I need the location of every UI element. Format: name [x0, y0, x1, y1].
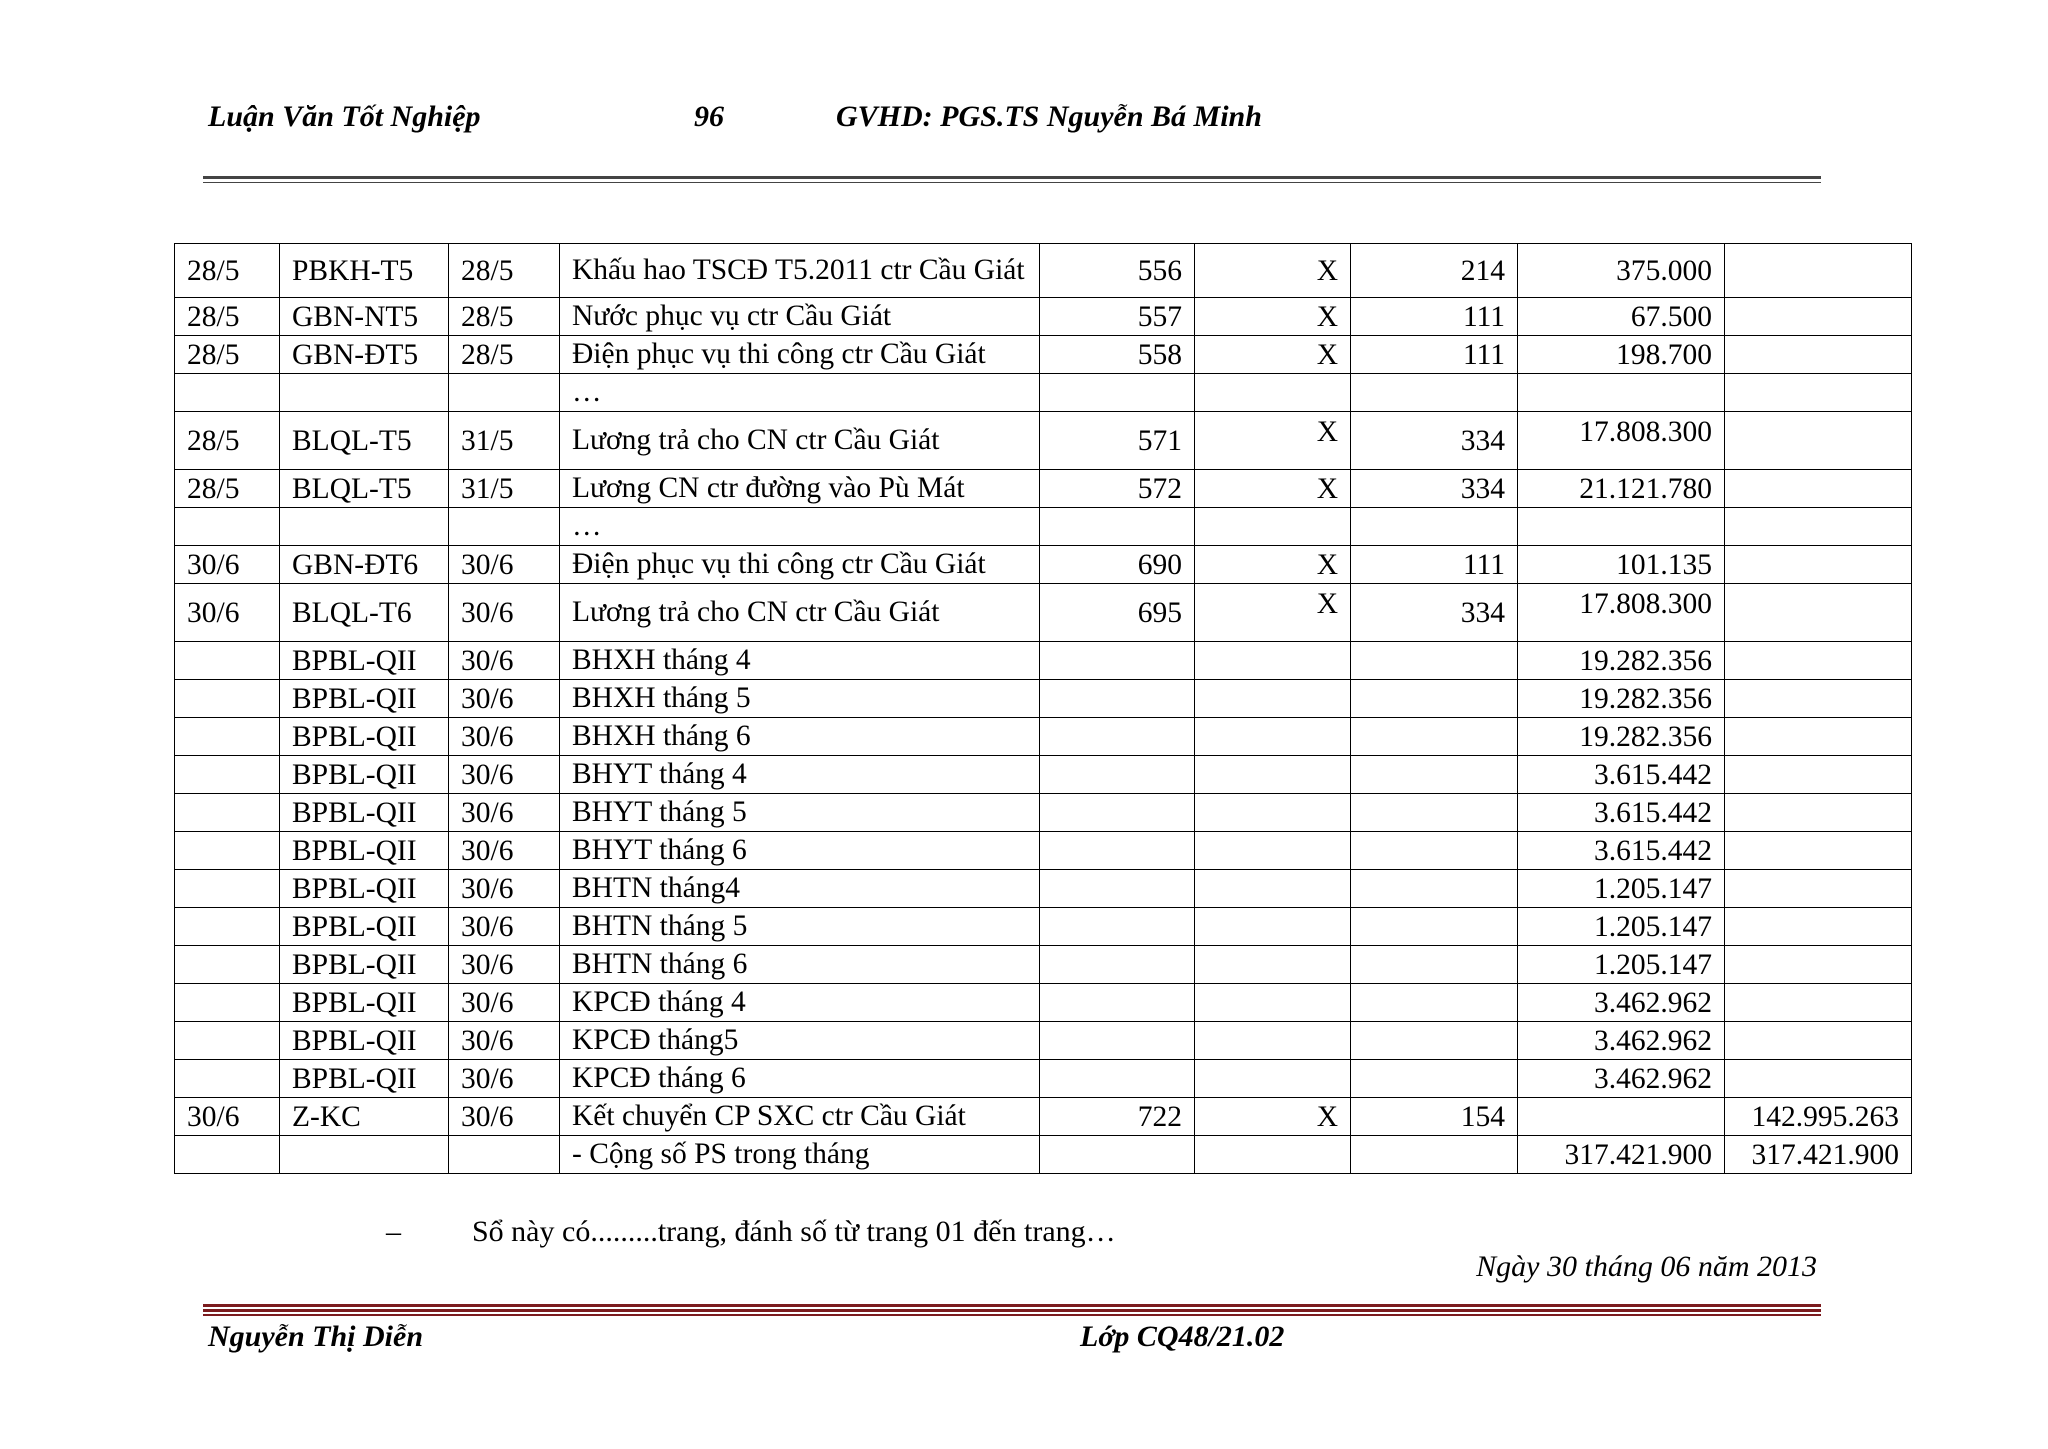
credit-amount-cell: [1725, 756, 1912, 794]
line-number-cell: [1040, 374, 1195, 412]
ledger-row: [175, 908, 1912, 946]
ledger-row: [175, 1098, 1912, 1136]
line-number-cell: [1040, 680, 1195, 718]
entry-date-cell: [175, 508, 280, 546]
posted-mark-cell: X: [1195, 336, 1351, 374]
ledger-row: [175, 412, 1912, 470]
contra-account-cell: [1351, 984, 1518, 1022]
debit-amount-cell: 375.000: [1518, 244, 1725, 298]
voucher-date-cell: [449, 1136, 560, 1174]
voucher-number-cell: [280, 374, 449, 412]
description-cell: …: [560, 508, 1040, 546]
line-number-cell: 695: [1040, 584, 1195, 642]
entry-date-cell: [175, 1136, 280, 1174]
description-cell: BHXH tháng 5: [560, 680, 1040, 718]
ledger-row: [175, 984, 1912, 1022]
voucher-date-cell: 30/6: [449, 832, 560, 870]
line-number-cell: [1040, 1060, 1195, 1098]
debit-amount-cell: 17.808.300: [1518, 584, 1725, 642]
posted-mark-cell: X: [1195, 298, 1351, 336]
contra-account-cell: [1351, 374, 1518, 412]
voucher-date-cell: 28/5: [449, 244, 560, 298]
credit-amount-cell: [1725, 718, 1912, 756]
entry-date-cell: 30/6: [175, 584, 280, 642]
voucher-number-cell: BLQL-T5: [280, 412, 449, 470]
posted-mark-cell: [1195, 680, 1351, 718]
ledger-row: [175, 718, 1912, 756]
voucher-number-cell: BPBL-QII: [280, 718, 449, 756]
entry-date-cell: 28/5: [175, 336, 280, 374]
debit-amount-cell: 198.700: [1518, 336, 1725, 374]
debit-amount-cell: 17.808.300: [1518, 412, 1725, 470]
line-number-cell: [1040, 870, 1195, 908]
line-number-cell: 571: [1040, 412, 1195, 470]
header-supervisor: GVHD: PGS.TS Nguyễn Bá Minh: [836, 100, 1262, 133]
voucher-number-cell: Z-KC: [280, 1098, 449, 1136]
entry-date-cell: [175, 794, 280, 832]
voucher-number-cell: GBN-ĐT6: [280, 546, 449, 584]
line-number-cell: [1040, 946, 1195, 984]
debit-amount-cell: 3.615.442: [1518, 832, 1725, 870]
voucher-date-cell: 30/6: [449, 870, 560, 908]
header-rule: [203, 176, 1821, 183]
contra-account-cell: 111: [1351, 336, 1518, 374]
voucher-number-cell: GBN-NT5: [280, 298, 449, 336]
debit-amount-cell: 3.462.962: [1518, 984, 1725, 1022]
voucher-number-cell: BPBL-QII: [280, 984, 449, 1022]
line-number-cell: [1040, 756, 1195, 794]
contra-account-cell: [1351, 794, 1518, 832]
ledger-row: [175, 794, 1912, 832]
credit-amount-cell: [1725, 984, 1912, 1022]
voucher-number-cell: BPBL-QII: [280, 832, 449, 870]
entry-date-cell: 30/6: [175, 546, 280, 584]
voucher-date-cell: 30/6: [449, 718, 560, 756]
contra-account-cell: [1351, 680, 1518, 718]
entry-date-cell: [175, 832, 280, 870]
credit-amount-cell: [1725, 470, 1912, 508]
credit-amount-cell: [1725, 584, 1912, 642]
posted-mark-cell: [1195, 1060, 1351, 1098]
description-cell: Điện phục vụ thi công ctr Cầu Giát: [560, 546, 1040, 584]
posted-mark-cell: [1195, 870, 1351, 908]
entry-date-cell: 28/5: [175, 244, 280, 298]
debit-amount-cell: 3.462.962: [1518, 1022, 1725, 1060]
credit-amount-cell: [1725, 546, 1912, 584]
entry-date-cell: [175, 718, 280, 756]
voucher-number-cell: BPBL-QII: [280, 756, 449, 794]
posted-mark-cell: [1195, 946, 1351, 984]
posted-mark-cell: X: [1195, 244, 1351, 298]
voucher-number-cell: BPBL-QII: [280, 946, 449, 984]
debit-amount-cell: 317.421.900: [1518, 1136, 1725, 1174]
voucher-number-cell: BPBL-QII: [280, 1022, 449, 1060]
book-note: [386, 1215, 1116, 1249]
voucher-date-cell: 31/5: [449, 412, 560, 470]
ledger-row: [175, 946, 1912, 984]
debit-amount-cell: [1518, 374, 1725, 412]
voucher-number-cell: BPBL-QII: [280, 870, 449, 908]
entry-date-cell: 30/6: [175, 1098, 280, 1136]
entry-date-cell: [175, 756, 280, 794]
description-cell: KPCĐ tháng 4: [560, 984, 1040, 1022]
posted-mark-cell: [1195, 794, 1351, 832]
entry-date-cell: 28/5: [175, 298, 280, 336]
voucher-date-cell: 30/6: [449, 908, 560, 946]
line-number-cell: [1040, 832, 1195, 870]
voucher-date-cell: 28/5: [449, 298, 560, 336]
footer-author: Nguyễn Thị Diễn: [208, 1320, 424, 1353]
ledger-row: [175, 832, 1912, 870]
ledger-row: [175, 584, 1912, 642]
line-number-cell: 690: [1040, 546, 1195, 584]
note-text: Sổ này có.........trang, đánh số từ trang 01 đến trang…: [472, 1215, 1116, 1248]
credit-amount-cell: [1725, 794, 1912, 832]
description-cell: BHYT tháng 6: [560, 832, 1040, 870]
credit-amount-cell: [1725, 508, 1912, 546]
description-cell: BHTN tháng 6: [560, 946, 1040, 984]
credit-amount-cell: [1725, 374, 1912, 412]
ledger-row: [175, 546, 1912, 584]
ledger-row: [175, 1136, 1912, 1174]
contra-account-cell: [1351, 1136, 1518, 1174]
posted-mark-cell: [1195, 756, 1351, 794]
line-number-cell: 722: [1040, 1098, 1195, 1136]
entry-date-cell: [175, 870, 280, 908]
voucher-date-cell: 28/5: [449, 336, 560, 374]
line-number-cell: [1040, 794, 1195, 832]
line-number-cell: 556: [1040, 244, 1195, 298]
posted-mark-cell: [1195, 642, 1351, 680]
description-cell: Kết chuyển CP SXC ctr Cầu Giát: [560, 1098, 1040, 1136]
debit-amount-cell: 21.121.780: [1518, 470, 1725, 508]
line-number-cell: [1040, 508, 1195, 546]
voucher-date-cell: [449, 508, 560, 546]
ledger-table: [174, 243, 1912, 1174]
line-number-cell: [1040, 1136, 1195, 1174]
debit-amount-cell: 101.135: [1518, 546, 1725, 584]
description-cell: Lương CN ctr đường vào Pù Mát: [560, 470, 1040, 508]
contra-account-cell: 214: [1351, 244, 1518, 298]
credit-amount-cell: [1725, 870, 1912, 908]
posted-mark-cell: [1195, 508, 1351, 546]
posted-mark-cell: X: [1195, 412, 1351, 470]
ledger-row: [175, 336, 1912, 374]
voucher-number-cell: BPBL-QII: [280, 794, 449, 832]
contra-account-cell: 111: [1351, 546, 1518, 584]
debit-amount-cell: 1.205.147: [1518, 908, 1725, 946]
ledger-row: [175, 870, 1912, 908]
note-dash: –: [386, 1215, 401, 1248]
credit-amount-cell: [1725, 1060, 1912, 1098]
voucher-date-cell: 30/6: [449, 642, 560, 680]
contra-account-cell: 111: [1351, 298, 1518, 336]
voucher-date-cell: 30/6: [449, 946, 560, 984]
entry-date-cell: [175, 1022, 280, 1060]
voucher-date-cell: 30/6: [449, 546, 560, 584]
entry-date-cell: [175, 946, 280, 984]
contra-account-cell: [1351, 1022, 1518, 1060]
credit-amount-cell: [1725, 946, 1912, 984]
page-number: 96: [694, 100, 724, 133]
posted-mark-cell: X: [1195, 470, 1351, 508]
voucher-date-cell: 30/6: [449, 584, 560, 642]
entry-date-cell: [175, 908, 280, 946]
voucher-date-cell: 30/6: [449, 794, 560, 832]
line-number-cell: [1040, 718, 1195, 756]
ledger-body: [175, 244, 1912, 1174]
posted-mark-cell: [1195, 1022, 1351, 1060]
description-cell: Khấu hao TSCĐ T5.2011 ctr Cầu Giát: [560, 244, 1040, 298]
description-cell: Lương trả cho CN ctr Cầu Giát: [560, 584, 1040, 642]
voucher-number-cell: [280, 508, 449, 546]
posted-mark-cell: X: [1195, 1098, 1351, 1136]
voucher-date-cell: 30/6: [449, 984, 560, 1022]
entry-date-cell: 28/5: [175, 412, 280, 470]
line-number-cell: [1040, 908, 1195, 946]
voucher-date-cell: 30/6: [449, 1098, 560, 1136]
line-number-cell: [1040, 1022, 1195, 1060]
voucher-number-cell: BPBL-QII: [280, 680, 449, 718]
contra-account-cell: 334: [1351, 470, 1518, 508]
entry-date-cell: [175, 1060, 280, 1098]
voucher-number-cell: BPBL-QII: [280, 642, 449, 680]
posted-mark-cell: [1195, 718, 1351, 756]
contra-account-cell: [1351, 908, 1518, 946]
ledger-row: [175, 470, 1912, 508]
posted-mark-cell: [1195, 832, 1351, 870]
debit-amount-cell: 1.205.147: [1518, 870, 1725, 908]
contra-account-cell: 154: [1351, 1098, 1518, 1136]
posted-mark-cell: [1195, 984, 1351, 1022]
credit-amount-cell: [1725, 244, 1912, 298]
description-cell: BHTN tháng4: [560, 870, 1040, 908]
posted-mark-cell: [1195, 1136, 1351, 1174]
voucher-date-cell: 30/6: [449, 680, 560, 718]
credit-amount-cell: [1725, 680, 1912, 718]
credit-amount-cell: [1725, 336, 1912, 374]
credit-amount-cell: [1725, 908, 1912, 946]
contra-account-cell: [1351, 832, 1518, 870]
ledger-row: [175, 1060, 1912, 1098]
voucher-number-cell: BPBL-QII: [280, 908, 449, 946]
credit-amount-cell: [1725, 298, 1912, 336]
line-number-cell: [1040, 984, 1195, 1022]
voucher-number-cell: BLQL-T5: [280, 470, 449, 508]
contra-account-cell: [1351, 642, 1518, 680]
ledger-row: [175, 680, 1912, 718]
entry-date-cell: [175, 984, 280, 1022]
footer-rule: [203, 1304, 1821, 1317]
header-title: Luận Văn Tốt Nghiệp: [208, 100, 481, 133]
voucher-number-cell: BPBL-QII: [280, 1060, 449, 1098]
credit-amount-cell: 142.995.263: [1725, 1098, 1912, 1136]
line-number-cell: [1040, 642, 1195, 680]
ledger-row: [175, 756, 1912, 794]
ledger-row: [175, 244, 1912, 298]
debit-amount-cell: 19.282.356: [1518, 680, 1725, 718]
debit-amount-cell: [1518, 1098, 1725, 1136]
voucher-date-cell: 30/6: [449, 1060, 560, 1098]
description-cell: - Cộng số PS trong tháng: [560, 1136, 1040, 1174]
contra-account-cell: 334: [1351, 412, 1518, 470]
debit-amount-cell: 67.500: [1518, 298, 1725, 336]
entry-date-cell: [175, 680, 280, 718]
voucher-date-cell: 30/6: [449, 756, 560, 794]
voucher-date-cell: 30/6: [449, 1022, 560, 1060]
voucher-number-cell: BLQL-T6: [280, 584, 449, 642]
entry-date-cell: [175, 374, 280, 412]
ledger-row: [175, 508, 1912, 546]
description-cell: BHXH tháng 4: [560, 642, 1040, 680]
contra-account-cell: [1351, 718, 1518, 756]
posted-mark-cell: X: [1195, 546, 1351, 584]
posted-mark-cell: [1195, 908, 1351, 946]
credit-amount-cell: [1725, 642, 1912, 680]
description-cell: Lương trả cho CN ctr Cầu Giát: [560, 412, 1040, 470]
debit-amount-cell: [1518, 508, 1725, 546]
line-number-cell: 558: [1040, 336, 1195, 374]
credit-amount-cell: [1725, 412, 1912, 470]
contra-account-cell: 334: [1351, 584, 1518, 642]
footer-class: Lớp CQ48/21.02: [1080, 1320, 1285, 1353]
description-cell: BHXH tháng 6: [560, 718, 1040, 756]
debit-amount-cell: 3.462.962: [1518, 1060, 1725, 1098]
description-cell: Điện phục vụ thi công ctr Cầu Giát: [560, 336, 1040, 374]
voucher-date-cell: 31/5: [449, 470, 560, 508]
description-cell: BHYT tháng 4: [560, 756, 1040, 794]
debit-amount-cell: 1.205.147: [1518, 946, 1725, 984]
debit-amount-cell: 19.282.356: [1518, 642, 1725, 680]
debit-amount-cell: 19.282.356: [1518, 718, 1725, 756]
contra-account-cell: [1351, 756, 1518, 794]
ledger-row: [175, 642, 1912, 680]
debit-amount-cell: 3.615.442: [1518, 756, 1725, 794]
ledger-row: [175, 374, 1912, 412]
contra-account-cell: [1351, 946, 1518, 984]
debit-amount-cell: 3.615.442: [1518, 794, 1725, 832]
voucher-number-cell: PBKH-T5: [280, 244, 449, 298]
description-cell: KPCĐ tháng 6: [560, 1060, 1040, 1098]
ledger-row: [175, 298, 1912, 336]
description-cell: …: [560, 374, 1040, 412]
credit-amount-cell: [1725, 832, 1912, 870]
ledger-row: [175, 1022, 1912, 1060]
entry-date-cell: [175, 642, 280, 680]
voucher-date-cell: [449, 374, 560, 412]
entry-date-cell: 28/5: [175, 470, 280, 508]
signing-date: Ngày 30 tháng 06 năm 2013: [1476, 1250, 1817, 1283]
posted-mark-cell: X: [1195, 584, 1351, 642]
credit-amount-cell: 317.421.900: [1725, 1136, 1912, 1174]
contra-account-cell: [1351, 870, 1518, 908]
line-number-cell: 572: [1040, 470, 1195, 508]
line-number-cell: 557: [1040, 298, 1195, 336]
description-cell: Nước phục vụ ctr Cầu Giát: [560, 298, 1040, 336]
contra-account-cell: [1351, 508, 1518, 546]
contra-account-cell: [1351, 1060, 1518, 1098]
posted-mark-cell: [1195, 374, 1351, 412]
description-cell: BHYT tháng 5: [560, 794, 1040, 832]
description-cell: BHTN tháng 5: [560, 908, 1040, 946]
voucher-number-cell: [280, 1136, 449, 1174]
voucher-number-cell: GBN-ĐT5: [280, 336, 449, 374]
description-cell: KPCĐ tháng5: [560, 1022, 1040, 1060]
credit-amount-cell: [1725, 1022, 1912, 1060]
